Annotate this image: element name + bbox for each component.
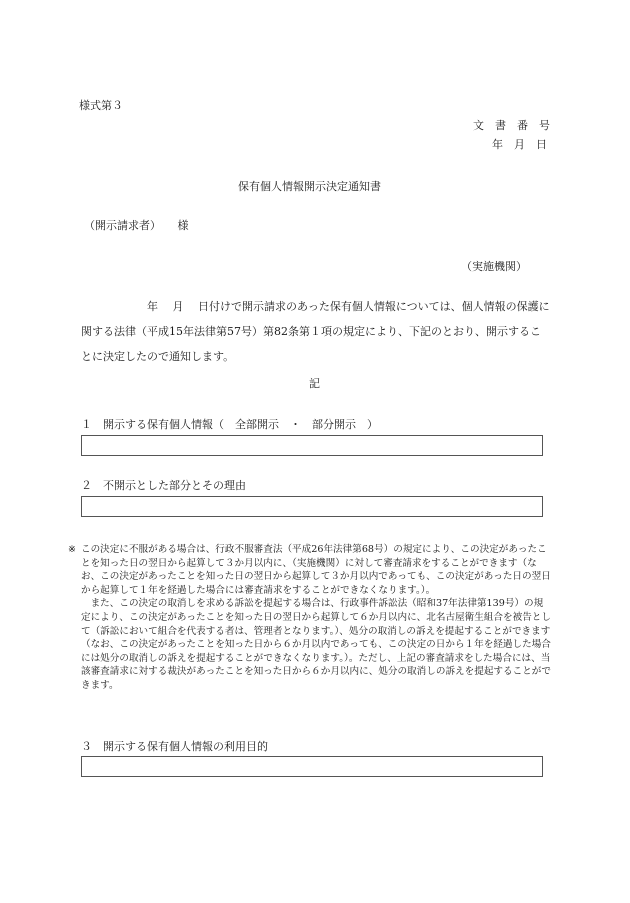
notice-paragraph-lawsuit: また、この決定の取消しを求める訴訟を提起する場合は、行政事件訴訟法（昭和37年法律第139号）の規定により、この決定があったことを知った日の翌日から起算して６か月以内に、北名古屋衛生組合を被告として（訴訟において組合を代表する者は、管理者となります。）、処分の取消しの訴えを提起することができます（なお、この決定があったことを知った日から６か月以内であっても、この決定の日から１年を経過した場合には処分の取消しの訴えを提起することができなくなります。）。ただし、上記の審査請求をした場合には、当該審査請求に対する裁決があったことを知った日から６か月以内に、処分の取消しの訴えを提起することができます。	[81, 598, 551, 691]
section2-label: ２ 不開示とした部分とその理由	[81, 479, 246, 492]
body-paragraph: 年 月 日付けで開示請求のあった保有個人情報については、個人情報の保護に関する法律（平成15年法律第57号）第82条第１項の規定により、下記のとおり、開示することに決定したので通知します。	[81, 300, 550, 363]
date-label: 年 月 日	[492, 138, 547, 151]
ki-heading: 記	[309, 377, 320, 390]
form-number: 様式第３	[79, 99, 123, 112]
section3-field[interactable]	[81, 756, 543, 777]
note-mark: ※	[68, 544, 77, 555]
appeal-notice	[68, 543, 551, 693]
notice-paragraph-review: この決定に不服がある場合は、行政不服審査法（平成26年法律第68号）の規定により、この決定があったことを知った日の翌日から起算して３か月以内に、（実施機関）に対して審査請求をすることができます（なお、この決定があったことを知った日の翌日から起算して３か月以内であっても、この決定があった日の翌日から起算して１年を経過した場合には審査請求をすることができなくなります。）。	[81, 544, 551, 596]
section1-label: １ 開示する保有個人情報（ 全部開示 ・ 部分開示 ）	[81, 418, 378, 431]
section3-label: ３ 開示する保有個人情報の利用目的	[81, 740, 268, 753]
section1-field[interactable]	[81, 435, 543, 456]
requester-name: （開示請求者） 様	[84, 219, 189, 232]
document-number-label: 文 書 番 号	[473, 119, 550, 132]
page-title: 保有個人情報開示決定通知書	[238, 180, 381, 193]
section2-field[interactable]	[81, 496, 543, 517]
agency-name: （実施機関）	[461, 260, 527, 273]
